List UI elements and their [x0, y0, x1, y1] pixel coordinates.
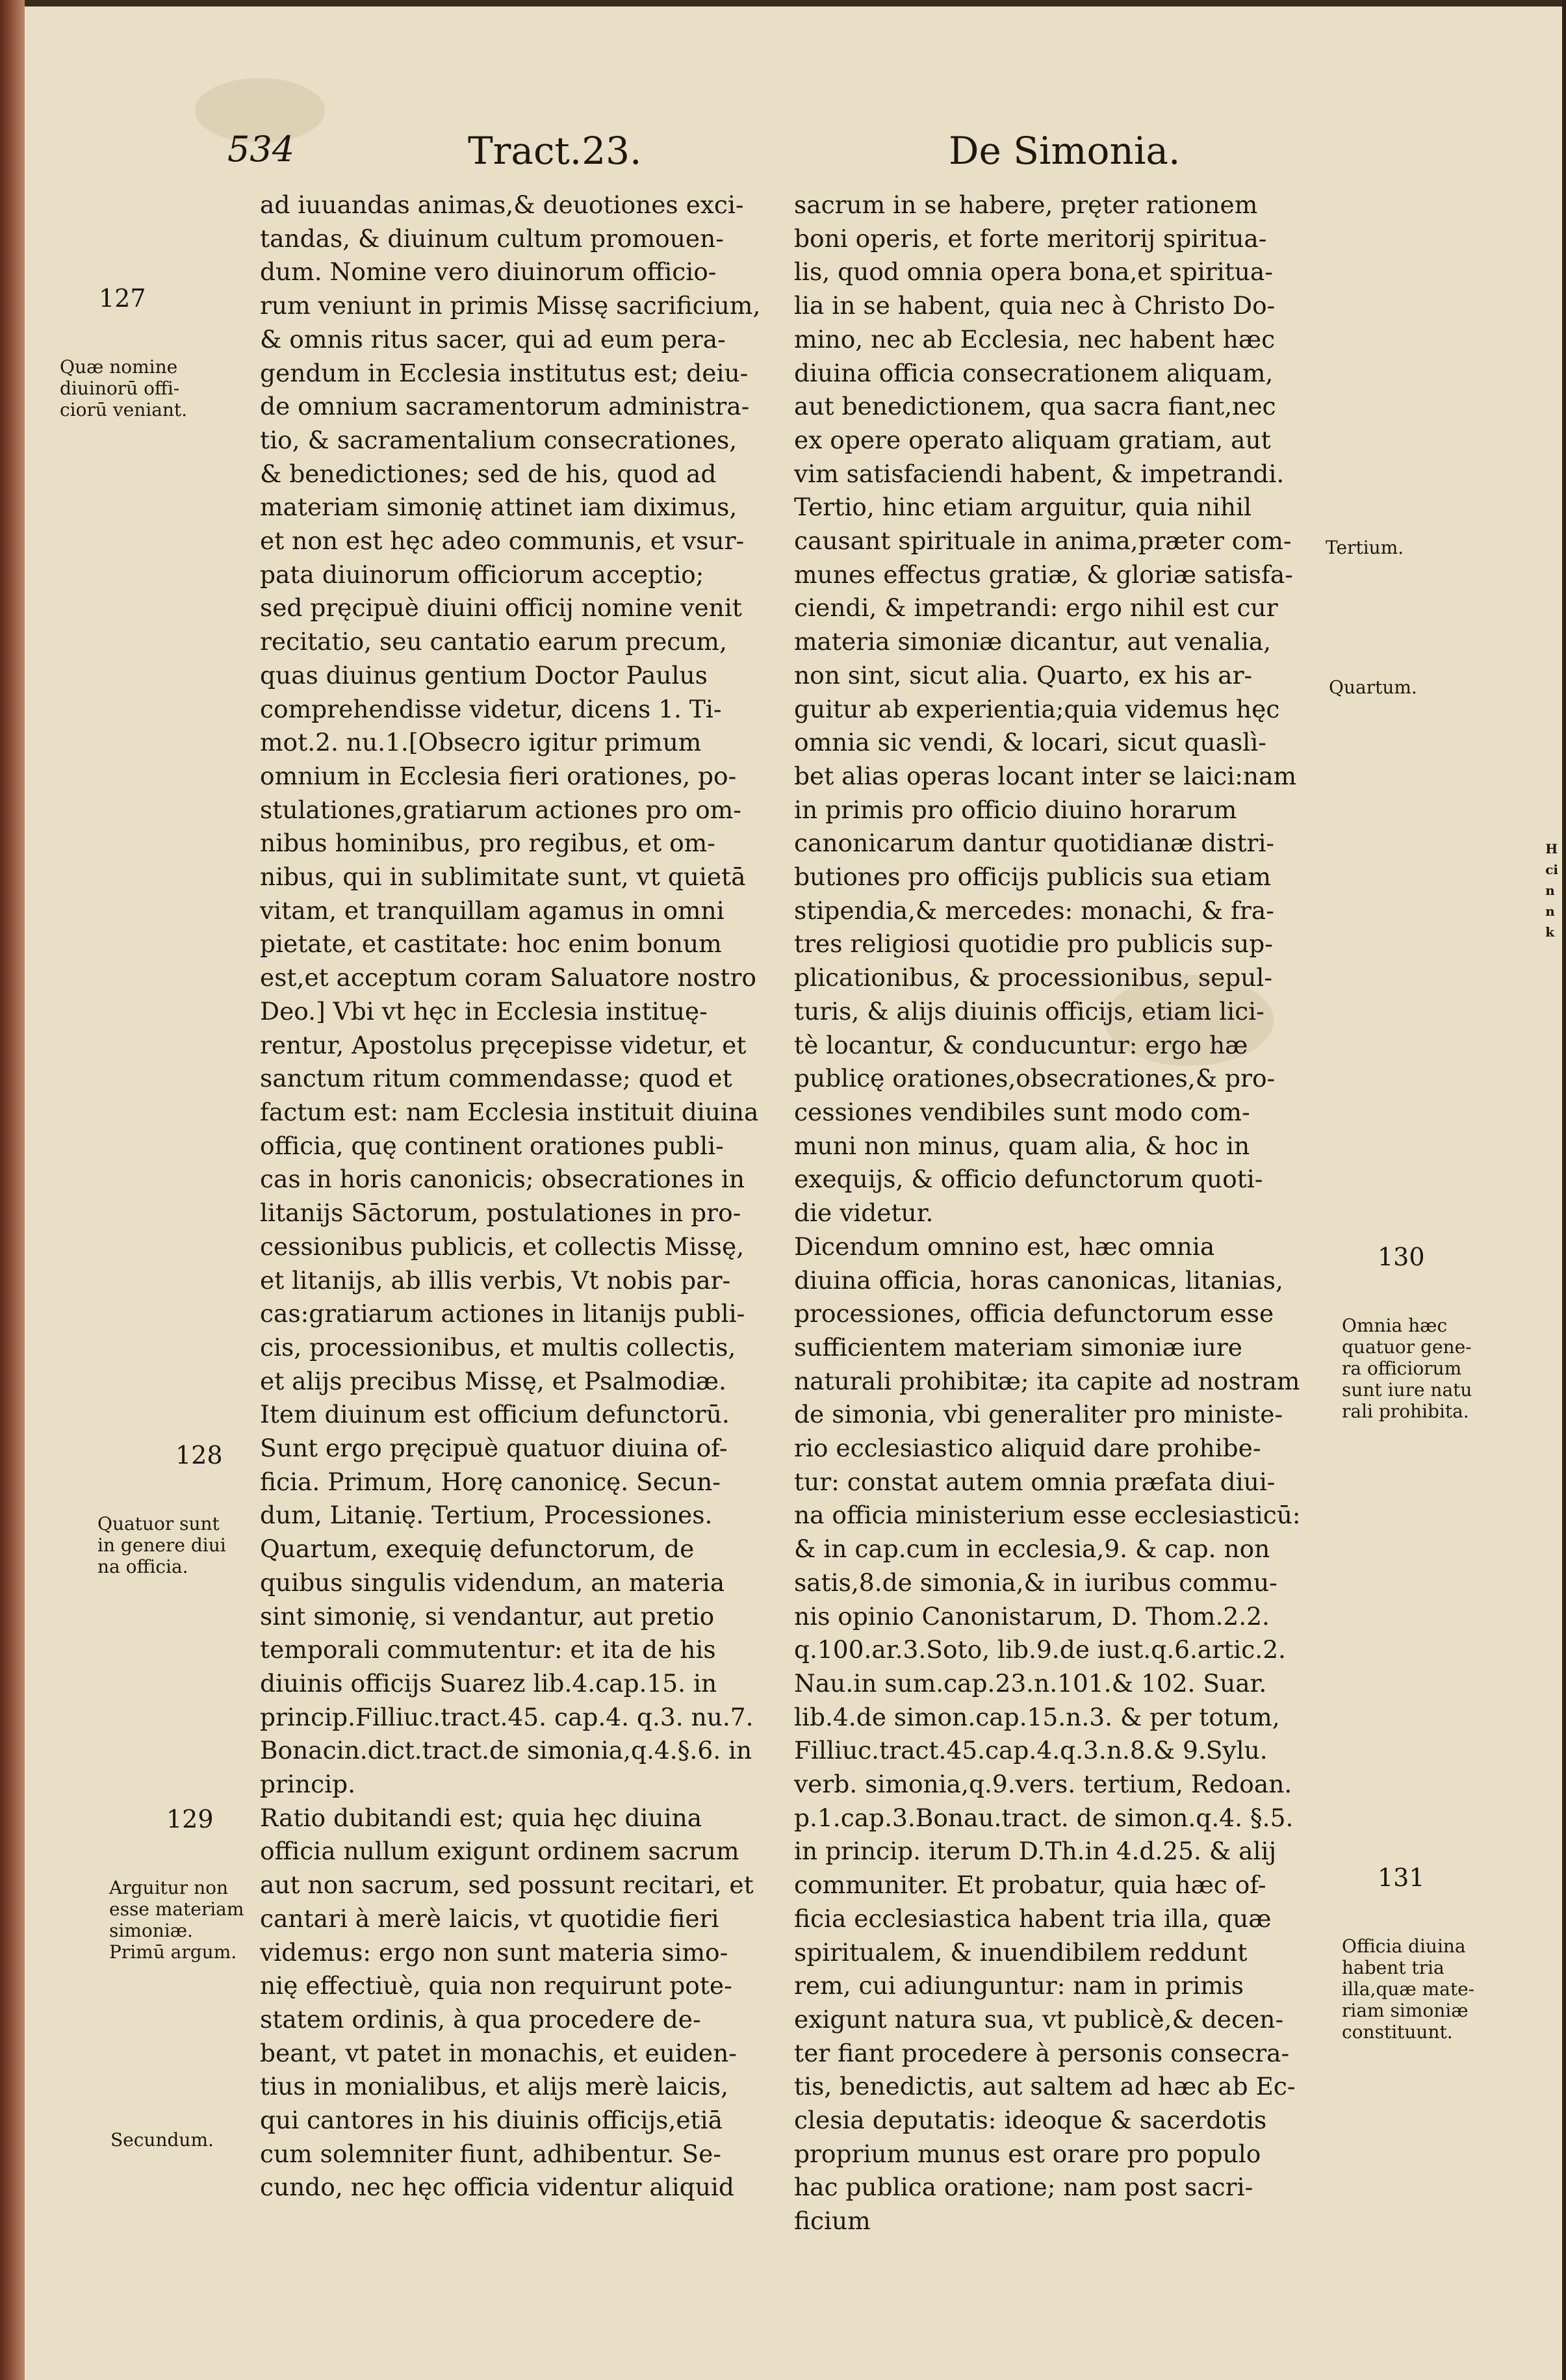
margin-note-text: Omnia hæc quatuor gene- ra officiorum sunt iure natu rali prohibita.	[1342, 1315, 1472, 1422]
margin-note-text: Secundum.	[110, 2129, 214, 2151]
text-line: publicę orationes,obsecrationes,& pro-	[794, 1064, 1276, 1093]
text-line: cundo, nec hęc officia videntur aliquid	[260, 2173, 734, 2202]
text-line: et non est hęc adeo communis, et vsur-	[260, 526, 745, 556]
text-line: materiam simonię attinet iam diximus,	[260, 493, 738, 522]
text-line: quibus singulis videndum, an materia	[260, 1568, 725, 1597]
text-line: nibus, qui in sublimitate sunt, vt quietā	[260, 862, 746, 892]
text-line: rentur, Apostolus pręcepisse videtur, et	[260, 1030, 747, 1059]
margin-note-text: Quartum.	[1329, 677, 1417, 698]
running-header	[0, 129, 1566, 187]
margin-note-number: 128	[175, 1441, 223, 1469]
margin-note-131	[1342, 1820, 1474, 2086]
right-text-column	[794, 188, 1337, 2238]
margin-note-130	[1342, 1199, 1472, 1465]
text-line: ficia ecclesiastica habent tria illa, quæ	[794, 1904, 1272, 1933]
text-line: videmus: ergo non sunt materia simo-	[260, 1937, 728, 1967]
margin-note-number: 130	[1378, 1243, 1425, 1271]
text-line: hac publica oratione; nam post sacri-	[794, 2173, 1253, 2202]
text-line: proprium munus est orare pro populo	[794, 2139, 1261, 2168]
text-line: q.100.ar.3.Soto, lib.9.de iust.q.6.artic.2.	[794, 1635, 1286, 1664]
text-line: princip.	[260, 1770, 355, 1799]
text-line: tè locantur, & conducuntur: ergo hæ	[794, 1030, 1248, 1059]
text-line: omnia sic vendi, & locari, sicut quaslì-	[794, 728, 1266, 757]
page-spine-edge	[0, 0, 25, 2380]
adjacent-page-letters: H ci n n k	[1545, 841, 1558, 940]
margin-note-quartum	[1329, 634, 1417, 741]
text-line: cessionibus publicis, et collectis Missę,	[260, 1232, 745, 1261]
text-line: tandas, & diuinum cultum promouen-	[260, 224, 724, 253]
text-line: in princip. iterum D.Th.in 4.d.25. & alij	[794, 1837, 1277, 1866]
margin-note-text: Quatuor sunt in genere diui na officia.	[97, 1513, 226, 1577]
text-line: Deo.] Vbi vt hęc in Ecclesia instituę-	[260, 996, 708, 1026]
margin-note-text: Arguitur non esse materiam simoniæ. Primū argum.	[109, 1877, 244, 1963]
text-line: na officia ministerium esse ecclesiasticū:	[794, 1501, 1301, 1530]
margin-note-128	[97, 1397, 226, 1620]
text-line: vitam, et tranquillam agamus in omni	[260, 896, 725, 925]
text-line: & omnis ritus sacer, qui ad eum pera-	[260, 324, 726, 354]
text-line: cas:gratiarum actiones in litanijs publi-	[260, 1299, 745, 1328]
text-line: satis,8.de simonia,& in iuribus commu-	[794, 1568, 1277, 1597]
text-line: tio, & sacramentalium consecrationes,	[260, 425, 738, 454]
text-line: Bonacin.dict.tract.de simonia,q.4.§.6. in	[260, 1736, 752, 1765]
text-line: exequijs, & officio defunctorum quoti-	[794, 1165, 1263, 1194]
text-line: et alijs precibus Missę, et Psalmodiæ.	[260, 1366, 726, 1395]
text-line: nię effectiuè, quia non requirunt pote-	[260, 1971, 732, 2000]
text-line: plicationibus, & processionibus, sepul-	[794, 963, 1273, 992]
text-line: ad iuuandas animas,& deuotiones exci-	[260, 190, 744, 219]
left-text-column	[260, 188, 786, 2205]
text-line: statem ordinis, à qua procedere de-	[260, 2004, 701, 2034]
text-line: et litanijs, ab illis verbis, Vt nobis par-	[260, 1265, 731, 1295]
margin-note-text: Tertium.	[1326, 537, 1404, 558]
text-line: turis, & alijs diuinis officijs, etiam lici-	[794, 996, 1264, 1026]
text-line: cantari à merè laicis, vt quotidie fieri	[260, 1904, 719, 1933]
text-line: lia in se habent, quia nec à Christo Do-	[794, 291, 1276, 320]
text-line: naturali prohibitæ; ita capite ad nostram	[794, 1366, 1300, 1395]
text-line: Quartum, exequię defunctorum, de	[260, 1534, 695, 1564]
text-line: Tertio, hinc etiam arguitur, quia nihil	[794, 493, 1252, 522]
page-title: De Simonia.	[949, 129, 1181, 173]
text-line: sed pręcipuè diuini officij nomine venit	[260, 593, 742, 623]
text-line: quas diuinus gentium Doctor Paulus	[260, 660, 708, 690]
text-line: diuina officia consecrationem aliquam,	[794, 358, 1274, 387]
text-line: dum. Nomine vero diuinorum officio-	[260, 257, 717, 287]
text-line: de simonia, vbi generaliter pro ministe-	[794, 1400, 1283, 1429]
text-line: nibus hominibus, pro regibus, et om-	[260, 829, 715, 858]
text-line: beant, vt patet in monachis, et euiden-	[260, 2038, 737, 2067]
margin-note-text: Quæ nomine diuinorū offi- ciorū veniant.	[60, 356, 188, 420]
text-line: rum veniunt in primis Missę sacrificium,	[260, 291, 761, 320]
text-line: ciendi, & impetrandi: ergo nihil est cur	[794, 593, 1278, 623]
text-line: aut non sacrum, sed possunt recitari, et	[260, 1870, 754, 1900]
text-line: stipendia,& mercedes: monachi, & fra-	[794, 896, 1274, 925]
margin-note-text: Officia diuina habent tria illa,quæ mate- riam simoniæ constituunt.	[1342, 1935, 1475, 2043]
text-line: exigunt natura sua, vt publicè,& decen-	[794, 2004, 1284, 2034]
text-line: rio ecclesiastico aliquid dare prohibe-	[794, 1434, 1261, 1463]
margin-note-127	[60, 240, 187, 463]
text-line: die videtur.	[794, 1198, 934, 1228]
text-line: gendum in Ecclesia institutus est; deiu-	[260, 358, 749, 387]
text-line: muni non minus, quam alia, & hoc in	[794, 1131, 1250, 1160]
text-line: ficium	[794, 2206, 871, 2236]
text-line: Ratio dubitandi est; quia hęc diuina	[260, 1803, 702, 1832]
text-line: vim satisfaciendi habent, & impetrandi.	[794, 459, 1285, 488]
text-line: sanctum ritum commendasse; quod et	[260, 1064, 732, 1093]
text-line: munes effectus gratiæ, & gloriæ satisfa-	[794, 560, 1293, 589]
page-number: 534	[227, 129, 295, 170]
text-line: clesia deputatis: ideoque & sacerdotis	[794, 2106, 1267, 2135]
text-line: nis opinio Canonistarum, D. Thom.2.2.	[794, 1601, 1270, 1631]
text-line: est,et acceptum coram Saluatore nostro	[260, 963, 756, 992]
text-line: tis, benedictis, aut saltem ad hæc ab Ec-	[794, 2072, 1296, 2101]
text-line: guitur ab experientia;quia videmus hęc	[794, 694, 1280, 723]
text-line: sufficientem materiam simoniæ iure	[794, 1332, 1242, 1362]
text-line: Filliuc.tract.45.cap.4.q.3.n.8.& 9.Sylu.	[794, 1736, 1268, 1765]
text-line: mino, nec ab Ecclesia, nec habent hæc	[794, 324, 1276, 354]
text-line: communiter. Et probatur, quia hæc of-	[794, 1870, 1266, 1900]
page-top-edge	[0, 0, 1566, 6]
text-line: aut benedictionem, qua sacra fiant,nec	[794, 392, 1276, 421]
margin-note-number: 127	[99, 284, 146, 313]
text-line: Dicendum omnino est, hæc omnia	[794, 1232, 1215, 1261]
text-line: lib.4.de simon.cap.15.n.3. & per totum,	[794, 1702, 1280, 1731]
text-line: tius in monialibus, et alijs merè laicis,	[260, 2072, 728, 2101]
text-line: canonicarum dantur quotidianæ distri-	[794, 829, 1275, 858]
text-line: non sint, sicut alia. Quarto, ex his ar-	[794, 660, 1253, 690]
text-line: verb. simonia,q.9.vers. tertium, Redoan.	[794, 1770, 1292, 1799]
text-line: cis, processionibus, et multis collectis,	[260, 1332, 736, 1362]
text-line: ex opere operato aliquam gratiam, aut	[794, 425, 1271, 454]
margin-note-129	[109, 1761, 244, 2006]
text-line: in primis pro officio diuino horarum	[794, 795, 1237, 824]
text-line: pata diuinorum officiorum acceptio;	[260, 560, 704, 589]
text-line: Item diuinum est officium defunctorū.	[260, 1400, 730, 1429]
margin-note-number: 131	[1378, 1863, 1425, 1892]
text-line: & benedictiones; sed de his, quod ad	[260, 459, 717, 488]
text-line: dum, Litanię. Tertium, Processiones.	[260, 1501, 713, 1530]
text-line: cum solemniter fiunt, adhibentur. Se-	[260, 2139, 721, 2168]
text-line: de omnium sacramentorum administra-	[260, 392, 750, 421]
margin-note-tertium	[1326, 494, 1404, 601]
text-line: sacrum in se habere, pręter rationem	[794, 190, 1258, 219]
text-line: omnium in Ecclesia fieri orationes, po-	[260, 761, 737, 790]
text-line: & in cap.cum in ecclesia,9. & cap. non	[794, 1534, 1270, 1564]
text-line: cas in horis canonicis; obsecrationes in	[260, 1165, 745, 1194]
text-line: Sunt ergo pręcipuè quatuor diuina of-	[260, 1434, 728, 1463]
text-line: Nau.in sum.cap.23.n.101.& 102. Suar.	[794, 1668, 1267, 1698]
text-line: butiones pro officijs publicis sua etiam	[794, 862, 1271, 892]
margin-note-secundum	[110, 2086, 214, 2193]
page-right-edge	[1562, 0, 1566, 2380]
text-line: recitatio, seu cantatio earum precum,	[260, 627, 727, 656]
text-line: litanijs Sāctorum, postulationes in pro-	[260, 1198, 741, 1228]
text-line: mot.2. nu.1.[Obsecro igitur primum	[260, 728, 702, 757]
text-line: officia, quę continent orationes publi-	[260, 1131, 724, 1160]
text-line: ter fiant procedere à personis consecra-	[794, 2038, 1290, 2067]
text-line: lis, quod omnia opera bona,et spiritua-	[794, 257, 1273, 287]
text-line: p.1.cap.3.Bonau.tract. de simon.q.4. §.5.	[794, 1803, 1294, 1832]
text-line: officia nullum exigunt ordinem sacrum	[260, 1837, 739, 1866]
text-line: ficia. Primum, Horę canonicę. Secun-	[260, 1467, 721, 1496]
text-line: princip.Filliuc.tract.45. cap.4. q.3. nu.7.	[260, 1702, 754, 1731]
text-line: cessiones vendibiles sunt modo com-	[794, 1097, 1250, 1126]
text-line: stulationes,gratiarum actiones pro om-	[260, 795, 741, 824]
margin-note-number: 129	[166, 1805, 214, 1833]
text-line: causant spirituale in anima,præter com-	[794, 526, 1292, 556]
text-line: materia simoniæ dicantur, aut venalia,	[794, 627, 1272, 656]
text-line: diuina officia, horas canonicas, litanias,	[794, 1265, 1283, 1295]
text-line: qui cantores in his diuinis officijs,etiā	[260, 2106, 723, 2135]
text-line: factum est: nam Ecclesia instituit diuina	[260, 1097, 759, 1126]
text-line: diuinis officijs Suarez lib.4.cap.15. in	[260, 1668, 717, 1698]
text-line: comprehendisse videtur, dicens 1. Ti-	[260, 694, 722, 723]
text-line: tres religiosi quotidie pro publicis sup-	[794, 929, 1273, 959]
text-line: processiones, officia defunctorum esse	[794, 1299, 1274, 1328]
text-line: bet alias operas locant inter se laici:nam	[794, 761, 1296, 790]
text-line: spiritualem, & inuendibilem reddunt	[794, 1937, 1248, 1967]
text-line: rem, cui adiunguntur: nam in primis	[794, 1971, 1244, 2000]
text-line: sint simonię, si vendantur, aut pretio	[260, 1601, 715, 1631]
text-line: boni operis, et forte meritorij spiritua-	[794, 224, 1267, 253]
tract-heading: Tract.23.	[468, 129, 642, 173]
text-line: pietate, et castitate: hoc enim bonum	[260, 929, 722, 959]
text-line: tur: constat autem omnia præfata diui-	[794, 1467, 1276, 1496]
text-line: temporali commutentur: et ita de his	[260, 1635, 716, 1664]
